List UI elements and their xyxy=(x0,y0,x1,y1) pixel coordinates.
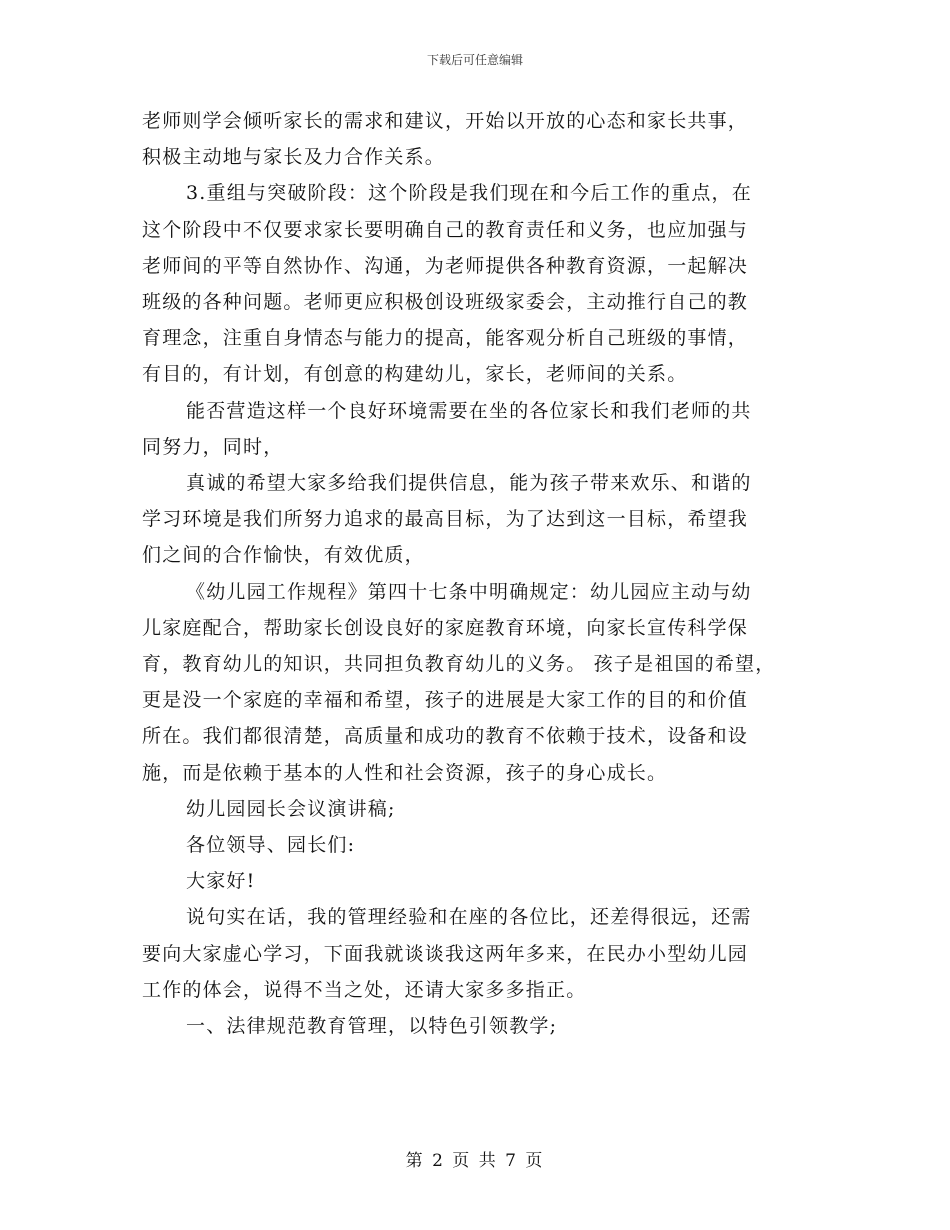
text-line: 能否营造这样一个良好环境需要在坐的各位家长和我们老师的共 xyxy=(186,399,752,422)
text-line: 学习环境是我们所努力追求的最高目标，为了达到这一目标，希望我 xyxy=(142,508,749,531)
document-body xyxy=(142,103,827,1044)
text-line: 这个阶段中不仅要求家长要明确自己的教育责任和义务，也应加强与 xyxy=(142,218,749,241)
text-line: 育理念，注重自身情态与能力的提高，能客观分析自己班级的事情， xyxy=(142,327,749,350)
text-line: 更是没一个家庭的幸福和希望，孩子的进展是大家工作的目的和价值 xyxy=(142,689,749,712)
text-line: 老师间的平等自然协作、沟通，为老师提供各种教育资源，一起解决 xyxy=(142,254,749,277)
text-line: 各位领导、园长们: xyxy=(186,834,356,857)
text-line: 说句实在话，我的管理经验和在座的各位比，还差得很远，还需 xyxy=(186,906,752,929)
text-line: 要向大家虚心学习，下面我就谈谈我这两年多来，在民办小型幼儿园 xyxy=(142,942,749,965)
text-line: 有目的，有计划，有创意的构建幼儿，家长，老师间的关系。 xyxy=(142,363,688,386)
text-line: 育，教育幼儿的知识，共同担负教育幼儿的义务。 孩子是祖国的希望， xyxy=(142,653,776,676)
page-footer: 第 2 页 共 7 页 xyxy=(405,1151,545,1171)
text-line: 《幼儿园工作规程》第四十七条中明确规定：幼儿园应主动与幼 xyxy=(186,580,752,603)
text-line: 真诚的希望大家多给我们提供信息，能为孩子带来欢乐、和谐的 xyxy=(186,472,752,495)
text-line: 所在。我们都很清楚，高质量和成功的教育不依赖于技术，设备和设 xyxy=(142,725,749,748)
text-line: 同努力，同时， xyxy=(142,435,284,458)
text-line: 班级的各种问题。老师更应积极创设班级家委会，主动推行自己的教 xyxy=(142,291,749,314)
text-line: 一、法律规范教育管理，以特色引领教学; xyxy=(186,1015,558,1038)
text-line: 积极主动地与家长及力合作关系。 xyxy=(142,146,446,169)
text-line: 幼儿园园长会议演讲稿; xyxy=(186,797,396,820)
text-line: 老师则学会倾听家长的需求和建议，开始以开放的心态和家长共事， xyxy=(142,110,749,132)
text-line: 施，而是依赖于基本的人性和社会资源，孩子的身心成长。 xyxy=(142,761,668,784)
text-line: 3.重组与突破阶段：这个阶段是我们现在和今后工作的重点，在 xyxy=(186,182,752,205)
text-line: 儿家庭配合，帮助家长创设良好的家庭教育环境，向家长宣传科学保 xyxy=(142,616,749,639)
text-line: 们之间的合作愉快，有效优质， xyxy=(142,544,425,567)
text-line: 工作的体会，说得不当之处，还请大家多多指正。 xyxy=(142,978,587,1001)
page-header: 下载后可任意编辑 xyxy=(426,53,523,67)
text-line: 大家好! xyxy=(186,870,256,893)
